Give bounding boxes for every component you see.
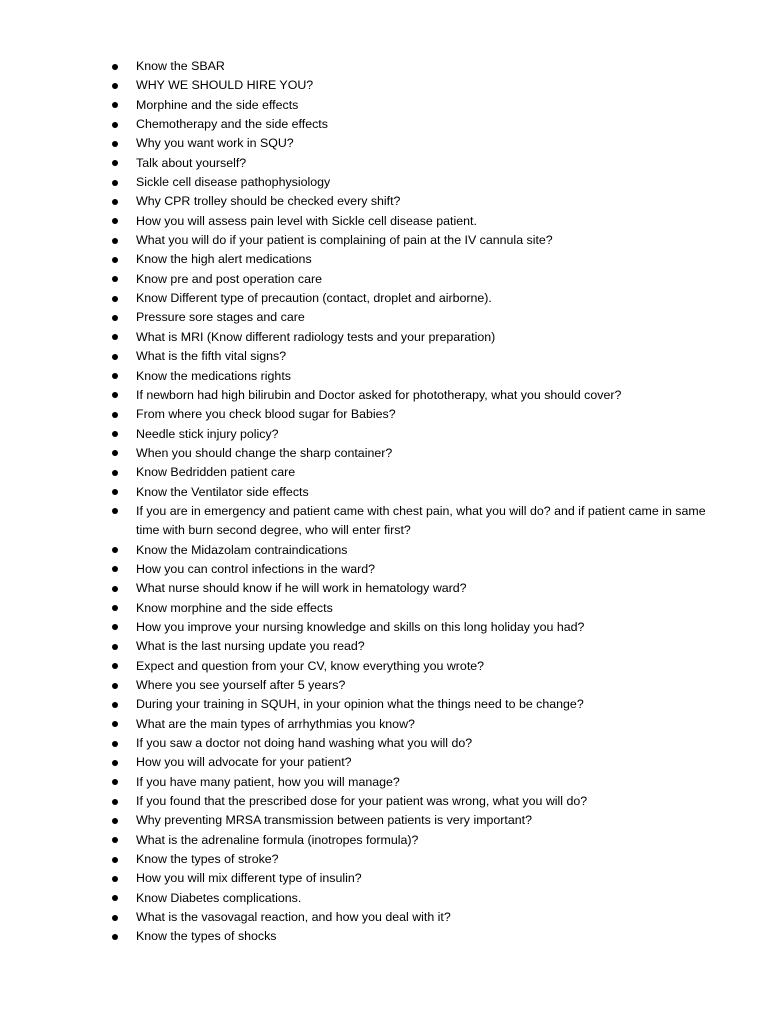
list-item-text: Why you want work in SQU? xyxy=(136,136,294,151)
bullet-icon xyxy=(112,741,118,747)
bullet-icon xyxy=(112,470,118,476)
list-item-text: From where you check blood sugar for Babies? xyxy=(136,407,396,422)
list-item xyxy=(0,367,768,386)
list-item xyxy=(0,599,768,618)
list-item-text: How you will advocate for your patient? xyxy=(136,755,352,770)
list-item xyxy=(0,347,768,366)
bullet-icon xyxy=(112,450,118,456)
bullet-icon xyxy=(112,102,118,108)
bullet-icon xyxy=(112,837,118,843)
list-item-text: What is the vasovagal reaction, and how you deal with it? xyxy=(136,910,451,925)
bullet-icon xyxy=(112,392,118,398)
list-item xyxy=(0,773,768,792)
list-item-text: Expect and question from your CV, know everything you wrote? xyxy=(136,658,485,673)
bullet-icon xyxy=(112,799,118,805)
list-item-text: If you saw a doctor not doing hand washing what you will do? xyxy=(136,736,473,751)
list-item-text: What is the fifth vital signs? xyxy=(136,349,287,364)
list-item xyxy=(0,289,768,308)
bullet-icon xyxy=(112,64,118,70)
bullet-icon xyxy=(112,876,118,882)
list-item xyxy=(0,579,768,598)
bullet-icon xyxy=(112,257,118,263)
list-item xyxy=(0,231,768,250)
list-item xyxy=(0,869,768,888)
list-item-text: How you will assess pain level with Sickle cell disease patient. xyxy=(136,213,477,228)
bullet-icon xyxy=(112,624,118,630)
list-item-text: If you found that the prescribed dose for your patient was wrong, what you will do? xyxy=(136,794,588,809)
list-item xyxy=(0,173,768,192)
list-item xyxy=(0,425,768,444)
list-item xyxy=(0,212,768,231)
list-item xyxy=(0,386,768,405)
bullet-icon xyxy=(112,354,118,360)
bullet-icon xyxy=(112,315,118,321)
list-item-text: If you have many patient, how you will manage? xyxy=(136,774,400,789)
list-item-text: Talk about yourself? xyxy=(136,155,247,170)
list-item-text: Chemotherapy and the side effects xyxy=(136,117,328,132)
list-item xyxy=(0,831,768,850)
question-list xyxy=(0,57,768,947)
list-item xyxy=(0,328,768,347)
list-item-text: Know morphine and the side effects xyxy=(136,600,333,615)
list-item xyxy=(0,483,768,502)
list-item xyxy=(0,76,768,95)
bullet-icon xyxy=(112,818,118,824)
bullet-icon xyxy=(112,160,118,166)
bullet-icon xyxy=(112,721,118,727)
bullet-icon xyxy=(112,412,118,418)
bullet-icon xyxy=(112,218,118,224)
list-item-text: What is the adrenaline formula (inotropes formula)? xyxy=(136,832,419,847)
bullet-icon xyxy=(112,489,118,495)
bullet-icon xyxy=(112,586,118,592)
list-item-text: What you will do if your patient is complaining of pain at the IV cannula site? xyxy=(136,233,553,248)
list-item-text: What nurse should know if he will work in hematology ward? xyxy=(136,581,467,596)
bullet-icon xyxy=(112,915,118,921)
list-item-text: Know the SBAR xyxy=(136,59,225,73)
list-item-text: Pressure sore stages and care xyxy=(136,310,305,325)
list-item-text: Why preventing MRSA transmission between patients is very important? xyxy=(136,813,532,828)
list-item xyxy=(0,154,768,173)
list-item-text: Know the Midazolam contraindications xyxy=(136,542,348,557)
list-item-text: When you should change the sharp container? xyxy=(136,445,393,460)
list-item xyxy=(0,850,768,869)
list-item-text: During your training in SQUH, in your opinion what the things need to be change? xyxy=(136,697,584,712)
list-item xyxy=(0,134,768,153)
list-item xyxy=(0,270,768,289)
list-item-text: Where you see yourself after 5 years? xyxy=(136,678,346,692)
bullet-icon xyxy=(112,296,118,302)
list-item-text: How you will mix different type of insulin? xyxy=(136,871,362,886)
list-item-text: Know the medications rights xyxy=(136,368,291,383)
list-item xyxy=(0,308,768,327)
bullet-icon xyxy=(112,895,118,901)
list-item xyxy=(0,734,768,753)
bullet-icon xyxy=(112,83,118,89)
list-item-text: Know the types of stroke? xyxy=(136,852,279,867)
list-item-text: If newborn had high bilirubin and Doctor asked for phototherapy, what you should cover? xyxy=(136,387,622,402)
list-item xyxy=(0,811,768,830)
bullet-icon xyxy=(112,934,118,940)
list-item-text: How you improve your nursing knowledge and skills on this long holiday you had? xyxy=(136,619,585,634)
list-item-text: Sickle cell disease pathophysiology xyxy=(136,175,331,190)
list-item xyxy=(0,792,768,811)
list-item xyxy=(0,753,768,772)
list-item-text: Know the types of shocks xyxy=(136,929,277,944)
bullet-icon xyxy=(112,180,118,186)
list-item xyxy=(0,502,768,541)
list-item-text: Why CPR trolley should be checked every shift? xyxy=(136,194,401,209)
list-item xyxy=(0,715,768,734)
bullet-icon xyxy=(112,199,118,205)
list-item xyxy=(0,637,768,656)
bullet-icon xyxy=(112,605,118,611)
bullet-icon xyxy=(112,373,118,379)
list-item-text: What is MRI (Know different radiology tests and your preparation) xyxy=(136,329,496,344)
list-item xyxy=(0,115,768,134)
list-item-text: Know Different type of precaution (contact, droplet and airborne). xyxy=(136,291,492,306)
list-item-text: Know the Ventilator side effects xyxy=(136,484,309,499)
list-item xyxy=(0,657,768,676)
bullet-icon xyxy=(112,122,118,128)
list-item xyxy=(0,889,768,908)
list-item xyxy=(0,695,768,714)
bullet-icon xyxy=(112,276,118,282)
bullet-icon xyxy=(112,683,118,689)
list-item-text: Know pre and post operation care xyxy=(136,271,322,286)
bullet-icon xyxy=(112,644,118,650)
list-item xyxy=(0,927,768,946)
bullet-icon xyxy=(112,508,118,514)
list-item xyxy=(0,908,768,927)
list-item-text: What are the main types of arrhythmias you know? xyxy=(136,716,415,731)
bullet-icon xyxy=(112,547,118,553)
bullet-icon xyxy=(112,431,118,437)
list-item xyxy=(0,250,768,269)
list-item xyxy=(0,192,768,211)
list-item-text: Know Diabetes complications. xyxy=(136,890,302,905)
list-item-text: How you can control infections in the ward? xyxy=(136,561,375,576)
bullet-icon xyxy=(112,334,118,340)
list-item xyxy=(0,618,768,637)
bullet-icon xyxy=(112,141,118,147)
bullet-icon xyxy=(112,238,118,244)
list-item xyxy=(0,444,768,463)
list-item xyxy=(0,541,768,560)
list-item xyxy=(0,96,768,115)
list-item xyxy=(0,405,768,424)
list-item xyxy=(0,463,768,482)
list-item-text: WHY WE SHOULD HIRE YOU? xyxy=(136,78,314,93)
list-item-text: Needle stick injury policy? xyxy=(136,426,279,441)
bullet-icon xyxy=(112,857,118,863)
list-item-text: Morphine and the side effects xyxy=(136,97,299,112)
list-item-text: What is the last nursing update you read? xyxy=(136,639,365,654)
bullet-icon xyxy=(112,702,118,708)
list-item-text: Know Bedridden patient care xyxy=(136,465,296,480)
bullet-icon xyxy=(112,760,118,766)
bullet-icon xyxy=(112,779,118,785)
list-item xyxy=(0,676,768,695)
bullet-icon xyxy=(112,663,118,669)
bullet-icon xyxy=(112,566,118,572)
list-item-text: If you are in emergency and patient came with chest pain, what you will do? and if patient came in same time with burn second degree, who will enter first? xyxy=(136,503,706,538)
list-item xyxy=(0,57,768,76)
list-item xyxy=(0,560,768,579)
list-item-text: Know the high alert medications xyxy=(136,252,312,267)
